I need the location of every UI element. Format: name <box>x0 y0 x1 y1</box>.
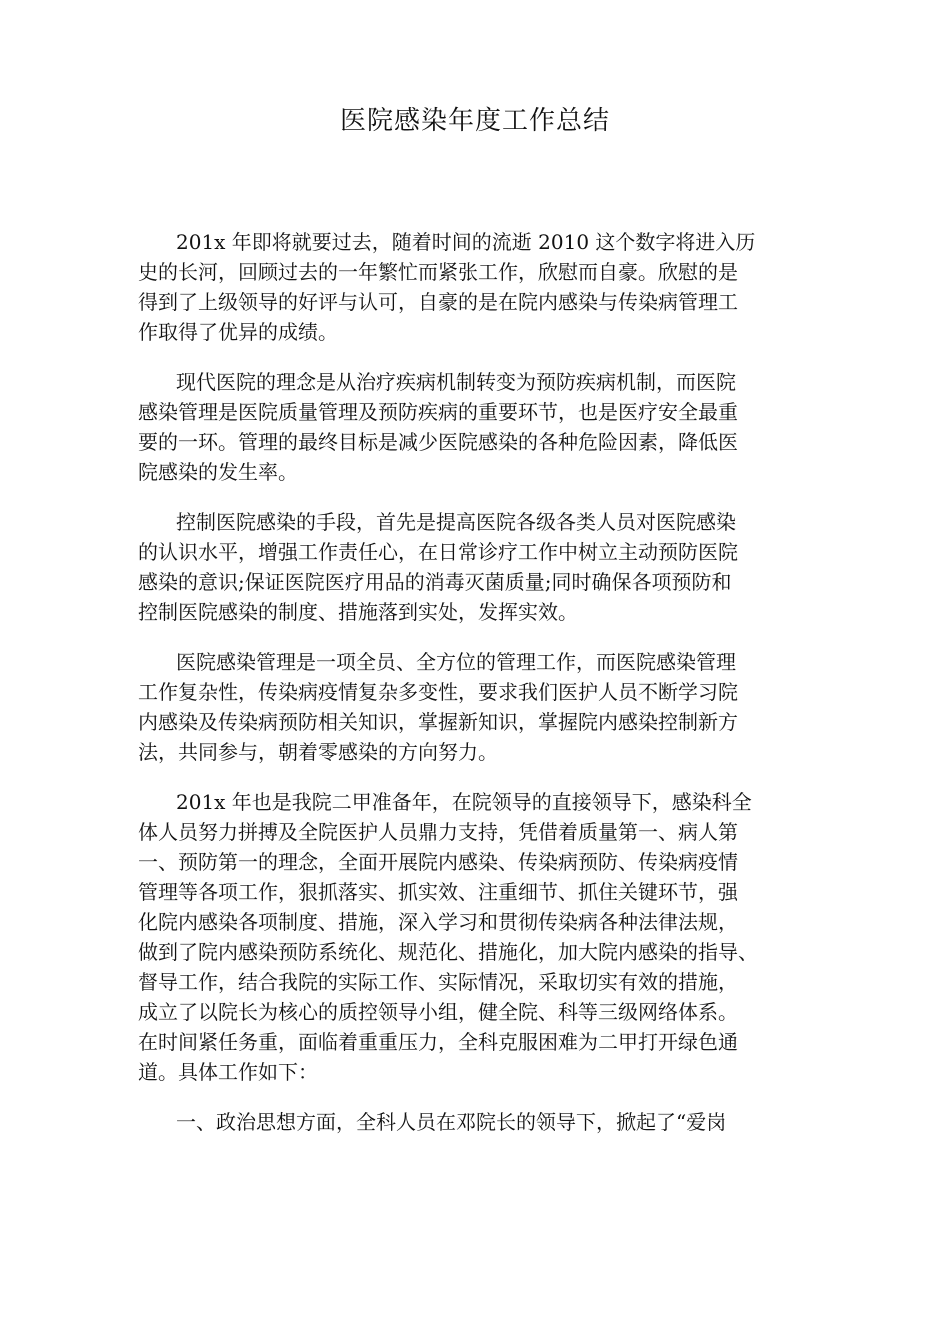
paragraph <box>138 507 828 627</box>
text-line: 现代医院的理念是从治疗疾病机制转变为预防疾病机制，而医院 <box>176 370 736 394</box>
text-line: 道。具体工作如下： <box>138 1060 318 1084</box>
text-line: 史的长河，回顾过去的一年繁忙而紧张工作，欣慰而自豪。欣慰的是 <box>138 260 738 284</box>
text-line: 201x 年即将就要过去，随着时间的流逝 2010 这个数字将进入历 <box>176 230 756 254</box>
text-line: 化院内感染各项制度、措施，深入学习和贯彻传染病各种法律法规， <box>138 910 738 934</box>
text-line: 院感染的发生率。 <box>138 460 298 484</box>
text-line: 一、预防第一的理念，全面开展院内感染、传染病预防、传染病疫情 <box>138 850 738 874</box>
text-line: 工作复杂性，传染病疫情复杂多变性，要求我们医护人员不断学习院 <box>138 680 738 704</box>
text-line: 得到了上级领导的好评与认可，自豪的是在院内感染与传染病管理工 <box>138 290 738 314</box>
text-line: 的认识水平，增强工作责任心，在日常诊疗工作中树立主动预防医院 <box>138 540 738 564</box>
paragraph <box>138 367 828 487</box>
text-line: 内感染及传染病预防相关知识，掌握新知识，掌握院内感染控制新方 <box>138 710 738 734</box>
text-line: 体人员努力拼搏及全院医护人员鼎力支持，凭借着质量第一、病人第 <box>138 820 738 844</box>
paragraph <box>138 227 828 347</box>
text-line: 管理等各项工作，狠抓落实、抓实效、注重细节、抓住关键环节，强 <box>138 880 738 904</box>
paragraph <box>138 647 828 767</box>
text-line: 作取得了优异的成绩。 <box>138 320 338 344</box>
text-line: 201x 年也是我院二甲准备年，在院领导的直接领导下，感染科全 <box>176 790 752 814</box>
text-line: 督导工作，结合我院的实际工作、实际情况，采取切实有效的措施， <box>138 970 738 994</box>
paragraph <box>138 1107 828 1137</box>
text-line: 控制医院感染的手段，首先是提高医院各级各类人员对医院感染 <box>176 510 736 534</box>
text-line: 做到了院内感染预防系统化、规范化、措施化，加大院内感染的指导、 <box>138 940 758 964</box>
document-title: 医院感染年度工作总结 <box>339 106 610 136</box>
text-line: 法，共同参与，朝着零感染的方向努力。 <box>138 740 498 764</box>
text-line: 感染管理是医院质量管理及预防疾病的重要环节，也是医疗安全最重 <box>138 400 738 424</box>
text-line: 在时间紧任务重，面临着重重压力，全科克服困难为二甲打开绿色通 <box>138 1030 738 1054</box>
text-line: 一、政治思想方面，全科人员在邓院长的领导下，掀起了“爱岗 <box>176 1110 727 1134</box>
text-line: 医院感染管理是一项全员、全方位的管理工作，而医院感染管理 <box>176 650 736 674</box>
document-body <box>138 227 828 1157</box>
text-line: 控制医院感染的制度、措施落到实处，发挥实效。 <box>138 600 578 624</box>
text-line: 成立了以院长为核心的质控领导小组，健全院、科等三级网络体系。 <box>138 1000 738 1024</box>
text-line: 要的一环。管理的最终目标是减少医院感染的各种危险因素，降低医 <box>138 430 738 454</box>
paragraph <box>138 787 828 1087</box>
text-line: 感染的意识;保证医院医疗用品的消毒灭菌质量;同时确保各项预防和 <box>138 570 732 594</box>
